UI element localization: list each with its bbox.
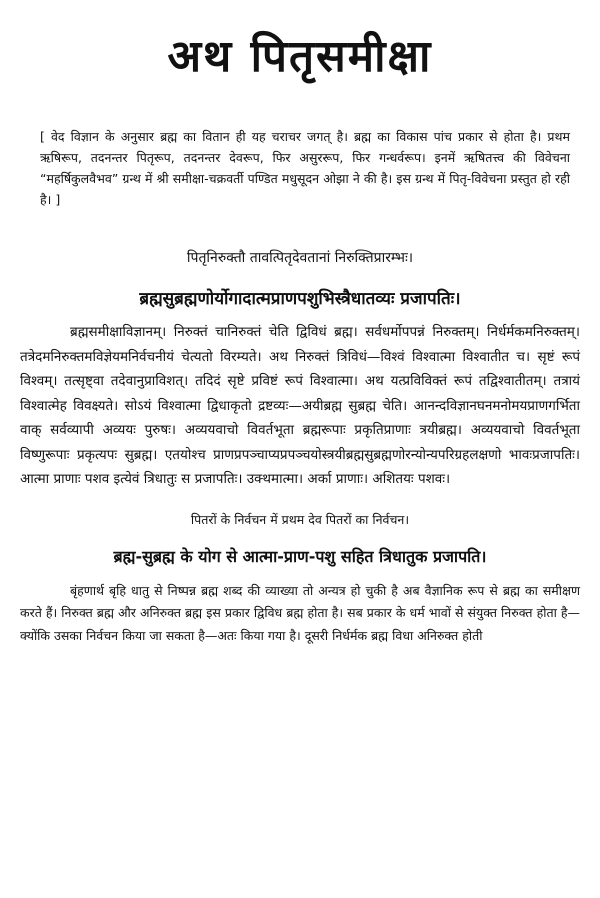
hindi-body	[20, 580, 580, 648]
subheading-hindi: पितरों के निर्वचन में प्रथम देव पितरों का निर्वचन।	[190, 511, 410, 527]
sanskrit-body	[20, 320, 580, 492]
sanskrit-paragraph: ब्रह्मसमीक्षाविज्ञानम्। निरुक्तं चानिरुक्तं चेति द्विविधं ब्रह्म। सर्वधर्मोपपन्नं निरुक्तम्। निर्धर्मकमनिरुक्तम्। तत्रेदमनिरुक्तमविज्ञेयमनिर्वचनीयं चेत्यतो विरम्यते। अथ निरुक्तं त्रिविधं—विश्वं विश्वात्मा विश्वातीत च। सृष्टं रूपं विश्वम्। तत्सृष्ट्वा तदेवानुप्राविशत्। तदिदं सृष्टे प्रविष्टं रूपं विश्वात्मा। अथ यत्प्रविविक्तं रूपं तद्विश्वातीतम्। तत्रायं विश्वात्मेह विवक्ष्यते। सोऽयं विश्वात्मा द्विधाकृतो द्रष्टव्यः—अयीब्रह्म सुब्रह्म चेति। आनन्दविज्ञानघनमनोमयप्राणगर्भिता वाक् सर्वव्यापी अव्ययः पुरुषः। अव्ययवाचो विवर्तभूता ब्रह्मरूपाः प्रकृतिप्राणाः त्रयीब्रह्म। अव्ययवाचो विवर्तभूता विष्णुरूपाः प्रकृत्यपः सुब्रह्म। एतयोश्च प्राणप्रपञ्चाप्यप्रपञ्चयोस्त्रयीब्रह्मसुब्रह्मणोरन्योन्यपरिग्रहलक्षणो भावःप्रजापतिः। आत्मा प्राणाः पशव इत्येवं त्रिधातुः स प्रजापतिः। उक्थमात्मा। अर्का प्राणाः। अशितयः पशवः।	[20, 324, 580, 487]
intro-paragraph: [ वेद विज्ञान के अनुसार ब्रह्म का वितान ही यह चराचर जगत् है। ब्रह्म का विकास पांच प्रकार से होता है। प्रथम ऋषिरूप, तदनन्तर पितृरूप, तदनन्तर देवरूप, फिर असुररूप, फिर गन्धर्वरूप। इनमें ऋषितत्त्व की विवेचना “महर्षिकुलवैभव” ग्रन्थ में श्री समीक्षा-चक्रवर्ती पण्डित मधुसूदन ओझा ने की है। इस ग्रन्थ में पितृ-विवेचना प्रस्तुत हो रही है। ]	[40, 129, 570, 207]
hindi-paragraph: बृंहणार्थ बृहि धातु से निष्पन्न ब्रह्म शब्द की व्याख्या तो अन्यत्र हो चुकी है अब वैज्ञानिक रूप से ब्रह्म का समीक्षण करते हैं। निरुक्त ब्रह्म और अनिरुक्त ब्रह्म इस प्रकार द्विविध ब्रह्म होता है। सब प्रकार के धर्म भावों से संयुक्त निरुक्त होता है—क्योंकि उसका निर्वचन किया जा सकता है—अतः किया गया है। दूसरी निर्धर्मक ब्रह्म विधा अनिरुक्त होती	[20, 582, 580, 643]
subheading-sanskrit: पितृनिरुक्तौ तावत्पितृदेवतानां निरुक्तिप्रारम्भः।	[186, 250, 414, 266]
section-heading-sanskrit: ब्रह्मसुब्रह्मणोर्योगादात्मप्राणपशुभिस्त्रैधातव्यः प्रजापतिः।	[139, 289, 461, 309]
section-heading-hindi: ब्रह्म-सुब्रह्म के योग से आत्मा-प्राण-पशु सहित त्रिधातुक प्रजापति।	[113, 546, 487, 566]
page-title: अथ पितृसमीक्षा	[167, 31, 433, 82]
